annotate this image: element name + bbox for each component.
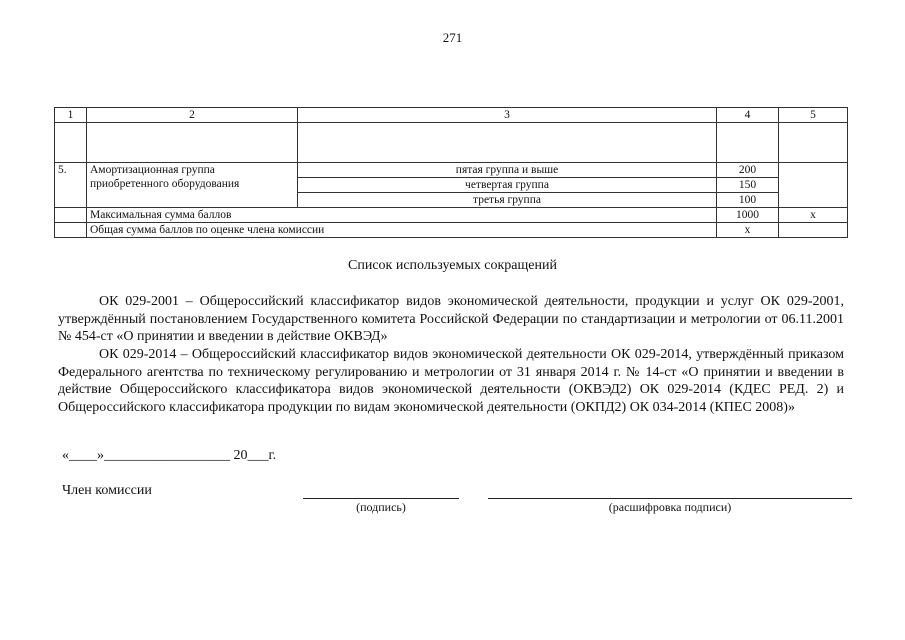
table-row-total [55, 223, 848, 238]
evaluation-table [54, 107, 848, 238]
header-cell: 2 [87, 108, 298, 123]
table-header-row [55, 108, 848, 123]
table-cell [779, 123, 848, 163]
table-cell [779, 223, 848, 238]
max-col5: х [779, 208, 848, 223]
total-label: Общая сумма баллов по оценке члена комиссии [87, 223, 717, 238]
max-value: 1000 [717, 208, 779, 223]
signature-caption: (подпись) [356, 500, 406, 514]
page-number: 271 [442, 30, 463, 45]
abbreviation-paragraph-1: ОК 029-2001 – Общероссийский классификатор видов экономической деятельности, продукции и услуг ОК 029-2001, утверждённый постановлением Государственного комитета Российской Федерации по стандартизации и метрологии от 06.11.2001 № 454-ст «О принятии и введении в действие ОКВЭД» [58, 294, 844, 344]
header-cell: 1 [55, 108, 87, 123]
table-cell [55, 123, 87, 163]
abbreviations-title: Список используемых сокращений [348, 258, 557, 273]
decode-caption: (расшифровка подписи) [608, 500, 732, 514]
total-value: х [717, 223, 779, 238]
table-row-empty [55, 123, 848, 163]
table-cell [55, 223, 87, 238]
member-label: Член комиссии [62, 483, 152, 498]
max-label: Максимальная сумма баллов [87, 208, 717, 223]
table-cell [55, 208, 87, 223]
sub-label: третья группа [298, 193, 717, 208]
header-cell: 5 [779, 108, 848, 123]
row-name: Амортизационная группа приобретенного оборудования [87, 163, 298, 208]
table-row [55, 163, 848, 178]
table-cell [779, 163, 848, 208]
decode-line [488, 498, 852, 499]
date-line: «____»__________________ 20___г. [62, 448, 277, 463]
table-cell [298, 123, 717, 163]
header-cell: 4 [717, 108, 779, 123]
sub-points: 150 [717, 178, 779, 193]
table-cell [717, 123, 779, 163]
abbreviation-paragraph-2: ОК 029-2014 – Общероссийский классификатор видов экономической деятельности ОК 029-2014, утверждённый приказом Федерального агентства по техническому регулированию и метрологии от 31 января 2014 г. № 14-ст «О принятии и введении в действие Общероссийского классификатора видов экономической деятельности (ОКВЭД2) ОК 029-2014 (КДЕС РЕД. 2) и Общероссийского классификатора продукции по видам экономической деятельности (ОКПД2) ОК 034-2014 (КПЕС 2008)» [58, 347, 844, 415]
sub-label: пятая группа и выше [298, 163, 717, 178]
signature-line [303, 498, 459, 499]
sub-points: 100 [717, 193, 779, 208]
table-row-max [55, 208, 848, 223]
sub-points: 200 [717, 163, 779, 178]
sub-label: четвертая группа [298, 178, 717, 193]
row-number: 5. [55, 163, 87, 208]
header-cell: 3 [298, 108, 717, 123]
table-cell [87, 123, 298, 163]
